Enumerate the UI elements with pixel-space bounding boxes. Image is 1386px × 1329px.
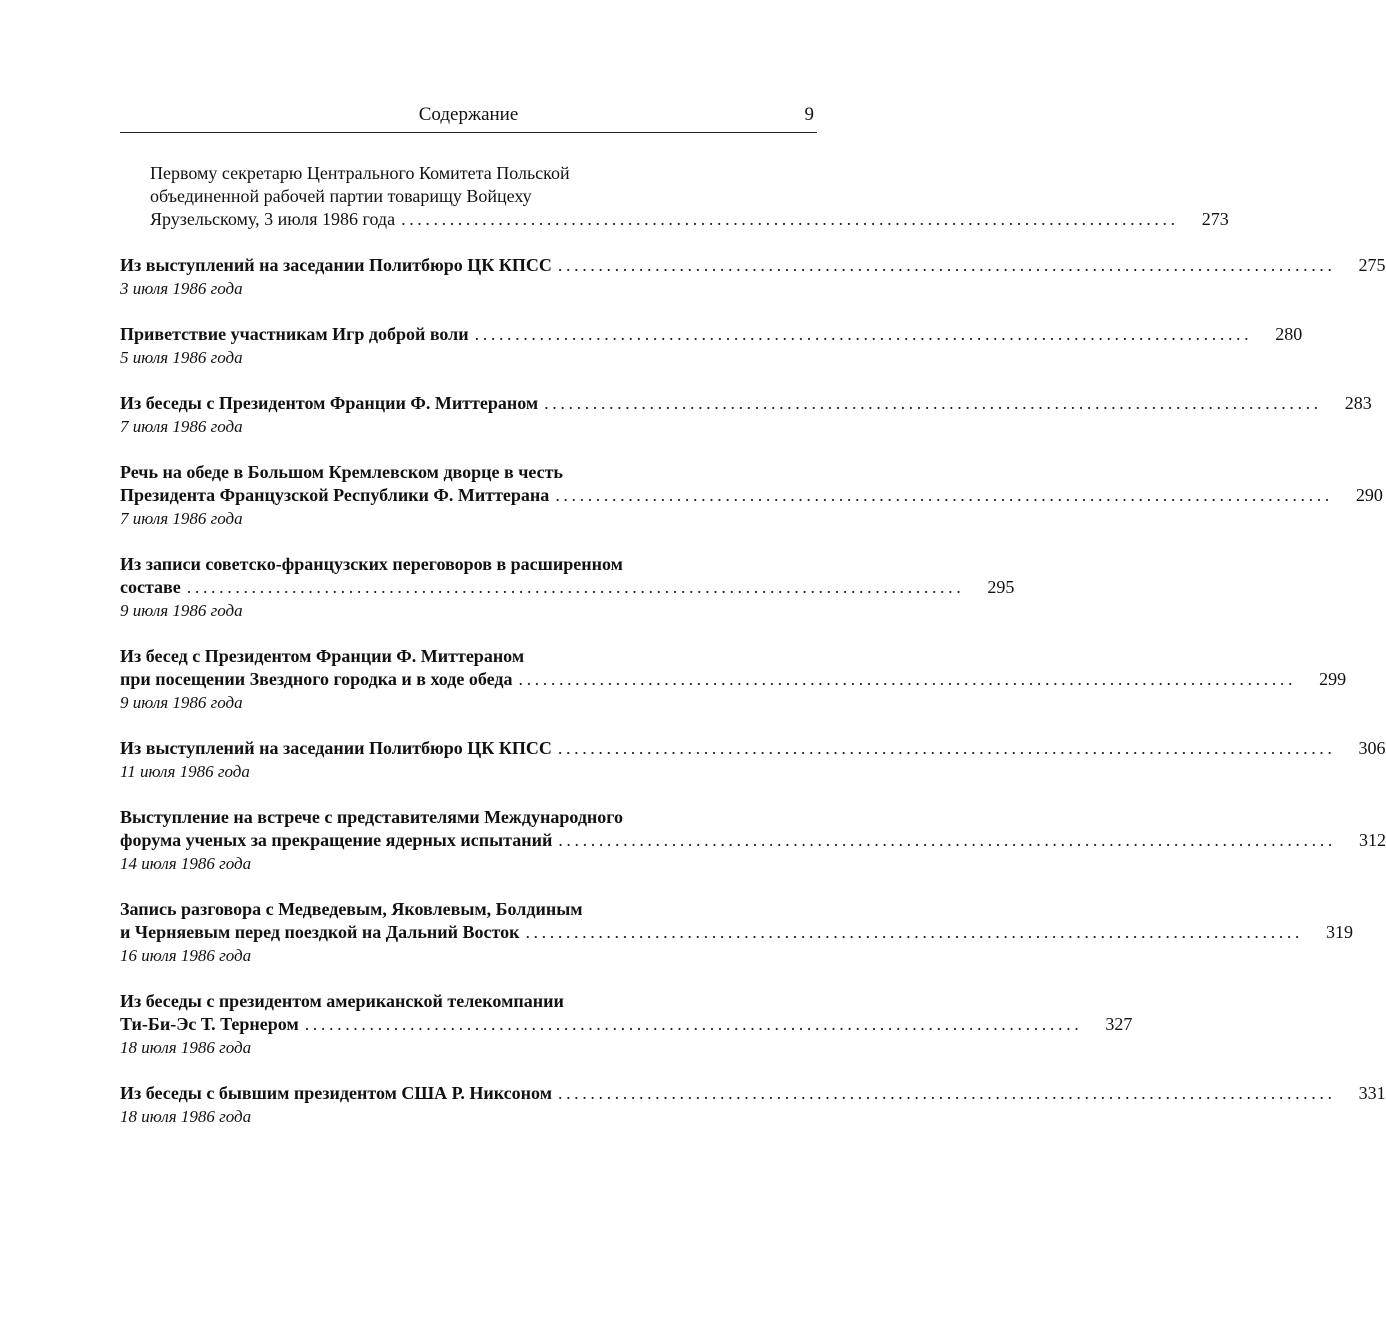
dot-leader: ................................................................................................	[557, 255, 1336, 275]
toc-entry	[120, 898, 1354, 967]
dot-leader: ................................................................................................	[557, 1083, 1336, 1103]
toc-entry-date: 9 июля 1986 года	[120, 693, 243, 712]
toc-entry-date: 7 июля 1986 года	[120, 509, 243, 528]
toc-entry-leader-row	[120, 668, 1347, 691]
toc-entry-title-line: Выступление на встрече с представителями Международного	[120, 807, 624, 827]
toc-entry-title-line: Из беседы с президентом американской телекомпании	[120, 991, 564, 1011]
toc-entry-date: 18 июля 1986 года	[120, 1107, 252, 1126]
toc-entry-leader-row	[120, 254, 1386, 277]
toc-entry-title-line: и Черняевым перед поездкой на Дальний Восток	[120, 922, 520, 942]
toc-entry	[120, 806, 1386, 875]
dot-leader: ................................................................................................	[186, 577, 965, 597]
toc-entry-date: 14 июля 1986 года	[120, 854, 252, 873]
toc-entry-title-line: Ти-Би-Эс Т. Тернером	[120, 1014, 299, 1034]
toc-entry-leader-row	[150, 208, 1229, 231]
dot-leader: ................................................................................................	[544, 393, 1322, 413]
toc-entry-title-line: Из беседы с Президентом Франции Ф. Миттераном	[120, 393, 539, 413]
toc-entry-title-line: объединенной рабочей партии товарищу Войцеху	[150, 186, 532, 206]
toc-entry-page-number: 275	[1358, 255, 1386, 275]
dot-leader: ................................................................................................	[525, 922, 1304, 942]
dot-leader: ................................................................................................	[557, 738, 1336, 758]
toc-entry-date: 11 июля 1986 года	[120, 762, 250, 781]
toc-entry-page-number: 327	[1105, 1014, 1133, 1034]
toc-entry-page-number: 280	[1275, 324, 1303, 344]
toc-entry-page-number: 312	[1358, 830, 1386, 850]
toc-entry	[120, 254, 1386, 300]
toc-entry-page-number: 283	[1344, 393, 1372, 413]
toc-entry-title-line: Первому секретарю Центрального Комитета Польской	[150, 163, 570, 183]
toc-entry	[120, 392, 1372, 438]
toc-entry-leader-row	[120, 737, 1386, 760]
toc-entry	[120, 323, 1303, 369]
toc-entry-leader-row	[120, 392, 1372, 415]
dot-leader: ................................................................................................	[304, 1014, 1083, 1034]
toc-entry-page-number: 319	[1326, 922, 1354, 942]
toc-entry-date: 3 июля 1986 года	[120, 279, 243, 298]
toc-entry-leader-row	[120, 484, 1383, 507]
toc-entry-page-number: 299	[1319, 669, 1347, 689]
header-title: Содержание	[418, 104, 519, 125]
toc-entry-title-line: Из бесед с Президентом Франции Ф. Миттераном	[120, 646, 525, 666]
toc-entry-date: 5 июля 1986 года	[120, 348, 243, 367]
header-page-number: 9	[804, 104, 814, 125]
toc-entry-leader-row	[120, 1082, 1386, 1105]
toc-entry-title-line: форума ученых за прекращение ядерных испытаний	[120, 830, 553, 850]
toc-entry-title-line: Из выступлений на заседании Политбюро ЦК КПСС	[120, 738, 552, 758]
toc-entry-title-line: Речь на обеде в Большом Кремлевском дворце в честь	[120, 462, 563, 482]
toc-entry-page-number: 306	[1358, 738, 1386, 758]
toc-entry-title-line: Ярузельскому, 3 июля 1986 года	[150, 209, 396, 229]
toc-entry-title-line: составе	[120, 577, 181, 597]
toc-entry	[120, 645, 1347, 714]
toc-entry-date: 16 июля 1986 года	[120, 946, 252, 965]
toc-entry-date: 9 июля 1986 года	[120, 601, 243, 620]
toc-entry-title-line: Из беседы с бывшим президентом США Р. Никсоном	[120, 1083, 552, 1103]
toc-entry	[120, 1082, 1386, 1128]
dot-leader: ................................................................................................	[401, 209, 1179, 229]
toc-entry	[120, 162, 1229, 231]
toc-entry-leader-row	[120, 1013, 1133, 1036]
toc-entry-leader-row	[120, 921, 1354, 944]
dot-leader: ................................................................................................	[555, 485, 1333, 505]
toc-entry-page-number: 273	[1201, 209, 1229, 229]
toc-entry-page-number: 331	[1358, 1083, 1386, 1103]
toc-entry-leader-row	[120, 829, 1386, 852]
toc-entry-title-line: Президента Французской Республики Ф. Миттерана	[120, 485, 550, 505]
toc-entry	[120, 990, 1133, 1059]
toc-entry-title-line: Запись разговора с Медведевым, Яковлевым, Болдиным	[120, 899, 583, 919]
toc-entry-title-line: при посещении Звездного городка и в ходе обеда	[120, 669, 513, 689]
toc-entry-title-line: Из записи советско-французских переговоров в расширенном	[120, 554, 623, 574]
toc-entry-page-number: 290	[1355, 485, 1383, 505]
toc-entry-date: 7 июля 1986 года	[120, 417, 243, 436]
toc-entry	[120, 737, 1386, 783]
toc-entry-leader-row	[120, 323, 1303, 346]
toc-entry	[120, 553, 1015, 622]
dot-leader: ................................................................................................	[518, 669, 1297, 689]
toc-entry	[120, 461, 1383, 530]
toc-entry-leader-row	[120, 576, 1015, 599]
dot-leader: ................................................................................................	[558, 830, 1336, 850]
toc-entry-title-line: Приветствие участникам Игр доброй воли	[120, 324, 469, 344]
toc-entry-date: 18 июля 1986 года	[120, 1038, 252, 1057]
toc-entry-page-number: 295	[987, 577, 1015, 597]
running-header	[120, 98, 817, 133]
toc-entry-title-line: Из выступлений на заседании Политбюро ЦК КПСС	[120, 255, 552, 275]
table-of-contents	[120, 162, 1386, 1151]
dot-leader: ................................................................................................	[474, 324, 1253, 344]
